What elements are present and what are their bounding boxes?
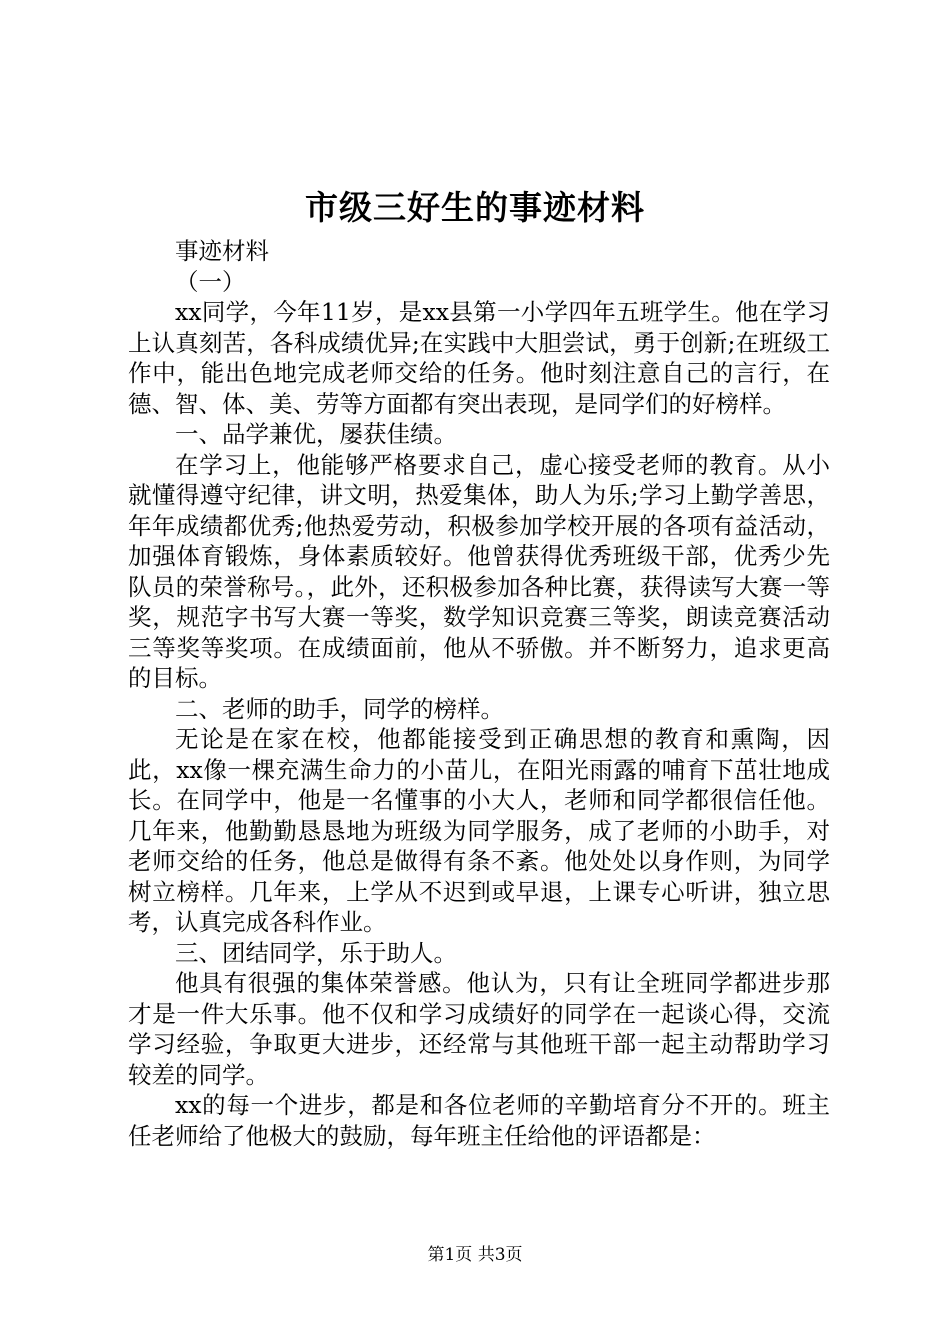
page-footer: 第1页 共3页 [427, 1245, 523, 1265]
paragraph-progress: xx的每一个进步，都是和各位老师的辛勤培育分不开的。班主任老师给了他极大的鼓励，每年班主任给他的评语都是： [128, 1091, 830, 1150]
paragraph-helper: 无论是在家在校，他都能接受到正确思想的教育和熏陶，因此，xx像一棵充满生命力的小苗儿，在阳光雨露的哺育下茁壮地成长。在同学中，他是一名懂事的小大人，老师和同学都很信任他。几年来，他勤勤恳恳地为班级为同学服务，成了老师的小助手，对老师交给的任务，他总是做得有条不紊。他处处以身作则，为同学树立榜样。几年来，上学从不迟到或早退，上课专心听讲，独立思考，认真完成各科作业。 [128, 725, 830, 936]
paragraph-intro: xx同学，今年11岁，是xx县第一小学四年五班学生。他在学习上认真刻苦，各科成绩优异;在实践中大胆尝试，勇于创新;在班级工作中，能出色地完成老师交给的任务。他时刻注意自己的言行，在德、智、体、美、劳等方面都有突出表现，是同学们的好榜样。 [128, 298, 830, 418]
paragraph-study: 在学习上，他能够严格要求自己，虚心接受老师的教育。从小就懂得遵守纪律，讲文明，热爱集体，助人为乐;学习上勤学善思，年年成绩都优秀;他热爱劳动，积极参加学校开展的各项有益活动，加强体育锻炼，身体素质较好。他曾获得优秀班级干部，优秀少先队员的荣誉称号。，此外，还积极参加各种比赛，获得读写大赛一等奖，规范字书写大赛一等奖，数学知识竞赛三等奖，朗读竞赛活动三等奖等奖项。在成绩面前，他从不骄傲。并不断努力，追求更高的目标。 [128, 450, 830, 692]
paragraph-unity: 他具有很强的集体荣誉感。他认为，只有让全班同学都进步那才是一件大乐事。他不仅和学习成绩好的同学在一起谈心得，交流学习经验，争取更大进步，还经常与其他班干部一起主动帮助学习较差的同学。 [128, 969, 830, 1089]
paragraph-section-number: （一） [175, 267, 246, 296]
section-heading-2: 二、老师的助手，同学的榜样。 [175, 694, 504, 723]
section-heading-3: 三、团结同学，乐于助人。 [175, 938, 457, 967]
paragraph-heading-shiji: 事迹材料 [175, 237, 269, 265]
document-title: 市级三好生的事迹材料 [305, 188, 645, 227]
document-body [128, 236, 830, 1151]
section-heading-1: 一、品学兼优，屡获佳绩。 [175, 420, 457, 448]
